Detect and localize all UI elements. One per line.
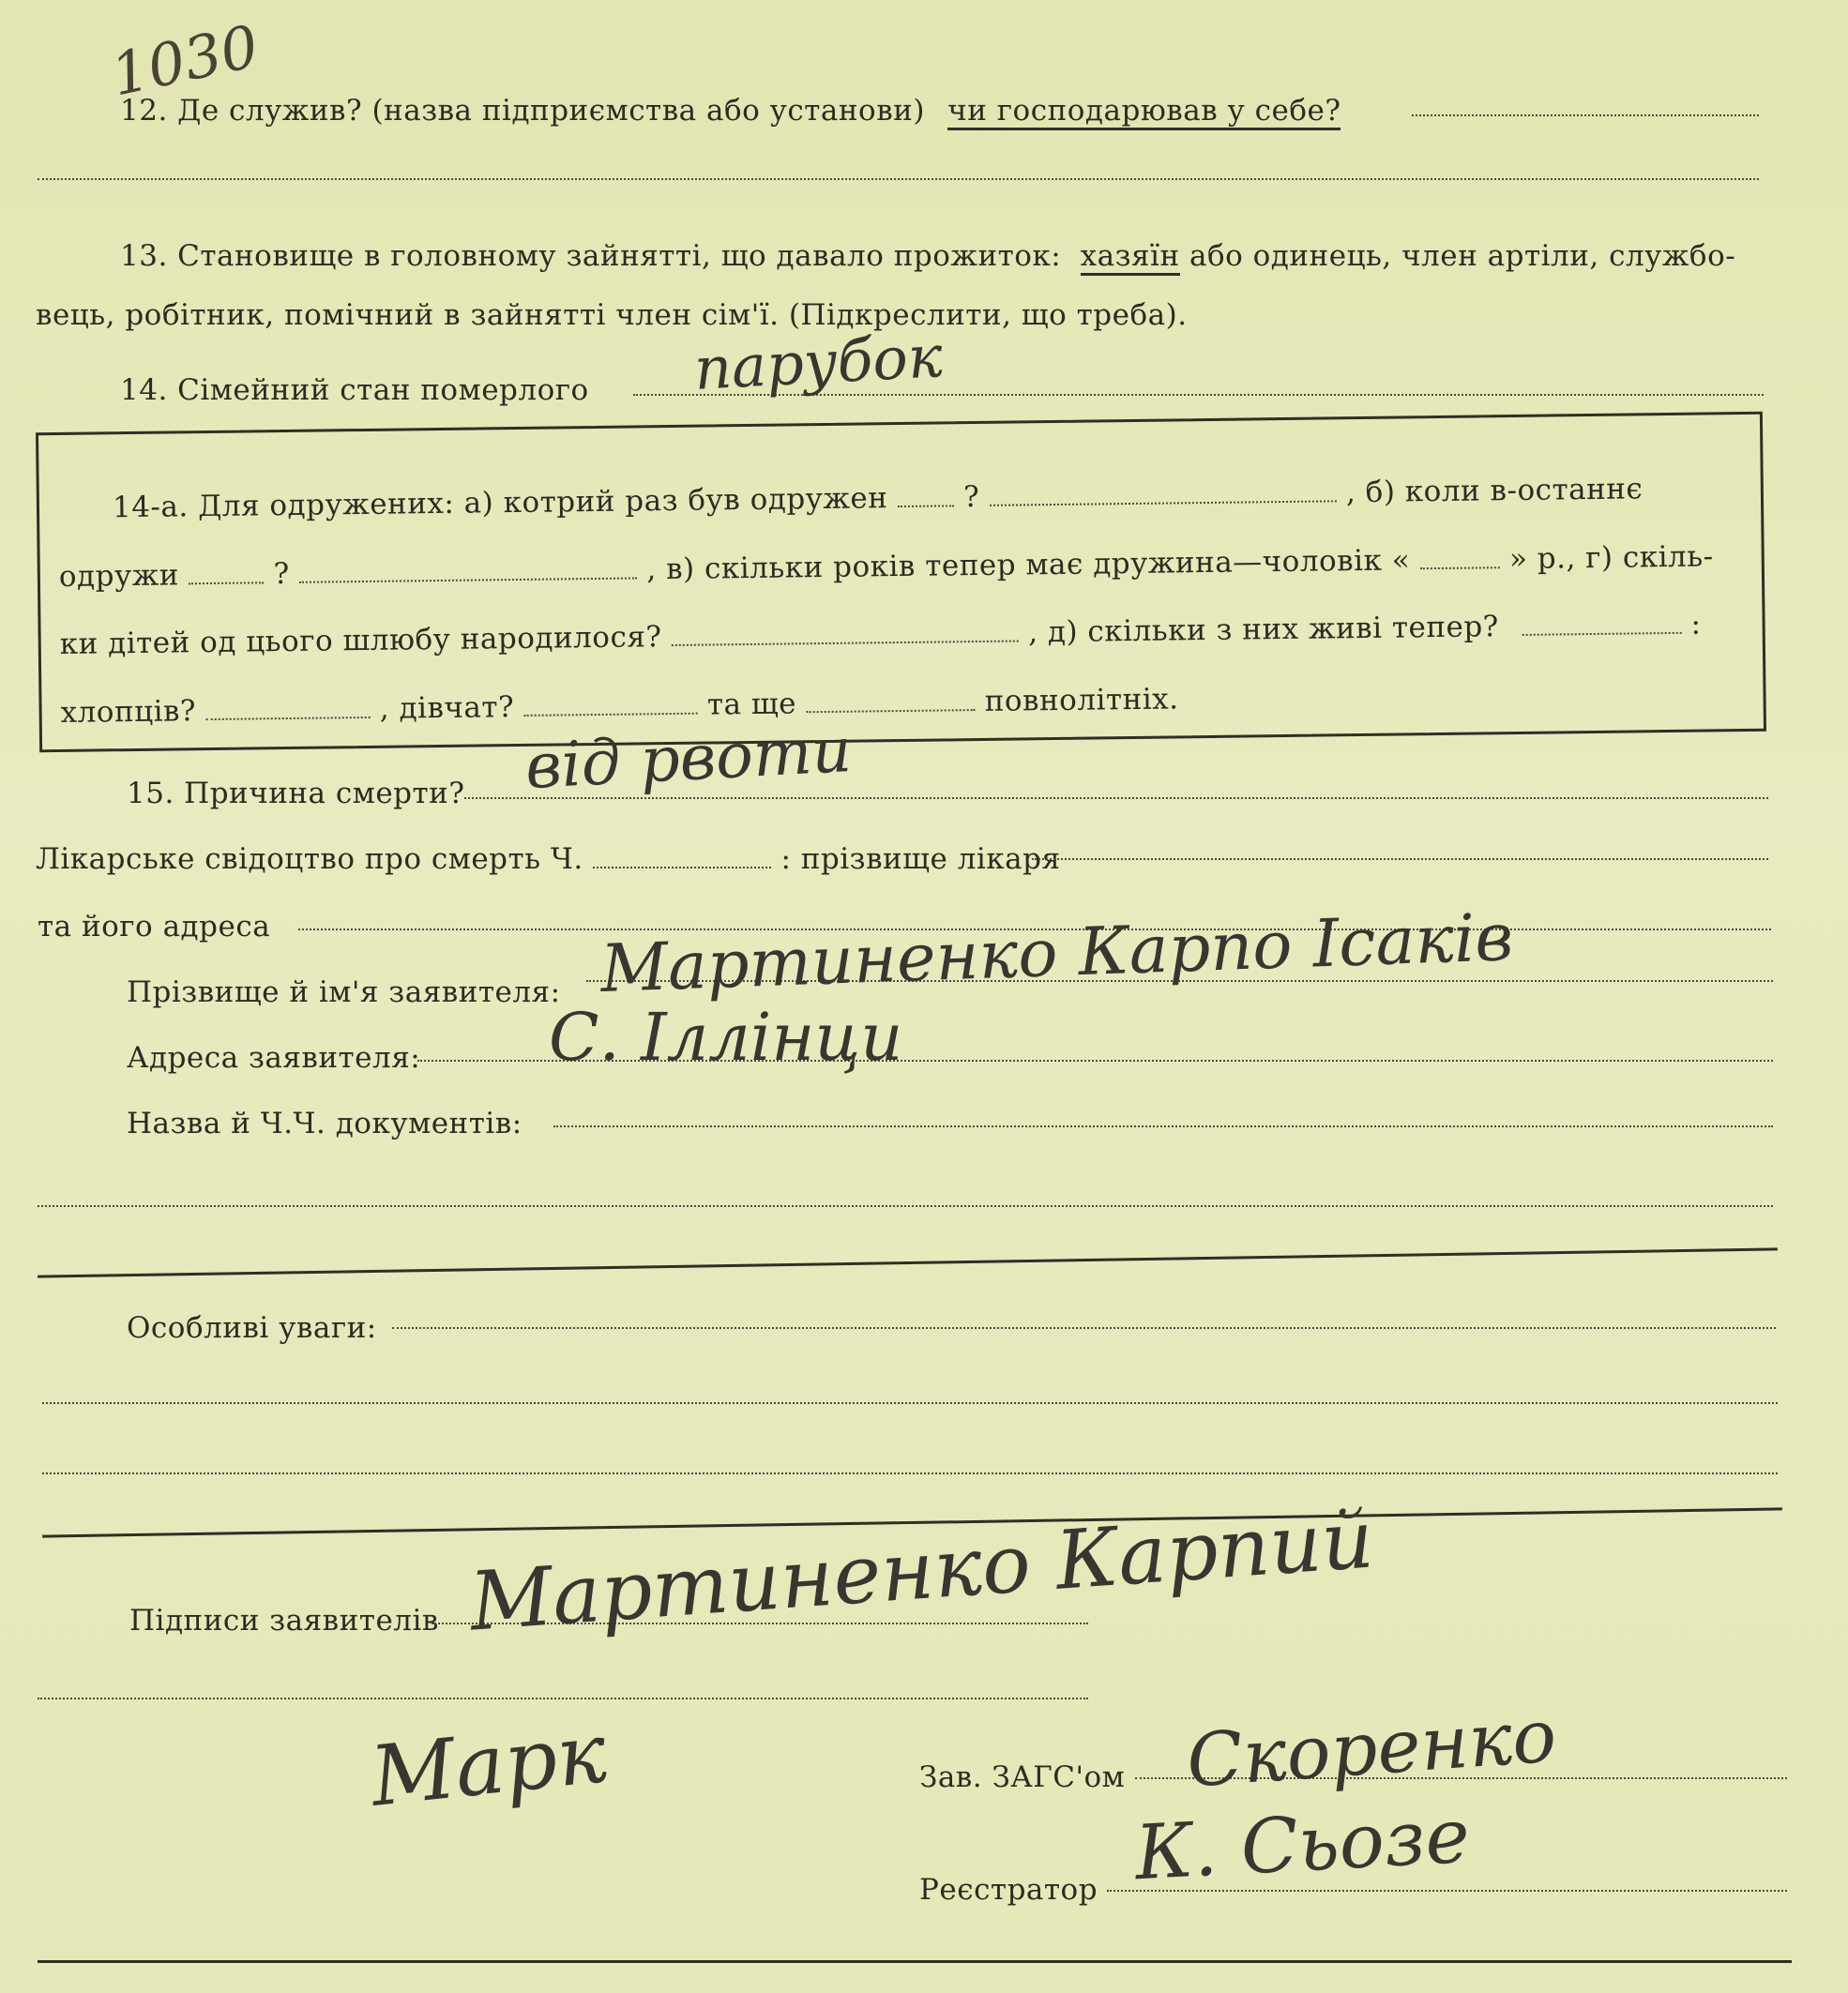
q12-line-1	[1412, 114, 1759, 116]
applicant-address-value: С. Іллінци	[549, 999, 903, 1076]
q14a-line1-b: , б) коли в-останнє	[1345, 472, 1644, 510]
applicants-signature-label: Підписи заявителів	[129, 1604, 439, 1638]
q13-suffix: або одинець, член артіли, службо-	[1189, 239, 1736, 273]
applicant-address-label: Адреса заявителя:	[127, 1041, 421, 1075]
q14a-line-2	[59, 539, 1714, 594]
q14a-line3-dots-b	[1522, 632, 1681, 636]
applicant-name-value: Мартиненко Карпо Ісаків	[598, 898, 1515, 1007]
q14a-line1-dots-a	[898, 505, 954, 507]
registrar-label: Реєстратор	[919, 1873, 1098, 1907]
remarks-label: Особливі уваги:	[127, 1311, 377, 1345]
documents-line	[553, 1125, 1773, 1127]
certificate-label-text: Лікарське свідоцтво про смерть Ч.	[36, 842, 583, 876]
q12-underlined: чи господарював у себе?	[947, 94, 1341, 130]
q14a-qmark-1: ?	[962, 479, 980, 515]
section-divider-1	[38, 1247, 1778, 1277]
registrar-signature: К. Сьозе	[1132, 1791, 1472, 1897]
q14a-line-4	[60, 682, 1178, 730]
q14a-line4-b: , дівчат?	[379, 690, 515, 726]
q14a-line4-dots-b	[524, 713, 698, 717]
married-box	[36, 412, 1766, 752]
documents-line-2	[38, 1205, 1773, 1207]
q14a-line3-a: ки дітей од цього шлюбу народилося?	[59, 620, 662, 661]
q15-value: від рвоти	[523, 713, 854, 804]
zags-head-signature: Скоренко	[1184, 1694, 1559, 1804]
q12-label-text: 12. Де служив? (назва підприємства або установи)	[120, 94, 925, 128]
q14-value: парубок	[692, 322, 945, 403]
q13-prefix: 13. Становище в головному зайнятті, що давало прожиток:	[120, 239, 1062, 273]
q14a-line-3	[60, 608, 1702, 661]
q14a-line2-b: , в) скільки років тепер має дружина—чоловік «	[646, 543, 1411, 587]
q14a-line2-a: одружи	[58, 558, 180, 594]
q14a-line4-dots-a	[206, 717, 371, 720]
medical-certificate-label	[36, 842, 1061, 876]
q14a-line3-dots-a	[672, 640, 1019, 646]
q14a-line2-dots-b	[299, 577, 637, 582]
q13-underlined: хазяїн	[1081, 239, 1180, 276]
q14a-line2-dots-a	[189, 581, 264, 584]
applicant-name-label: Прізвище й ім'я заявителя:	[127, 975, 561, 1009]
q14a-line3-b: , д) скільки з них живі тепер?	[1027, 610, 1500, 650]
documents-label: Назва й Ч.Ч. документів:	[127, 1107, 523, 1140]
q14a-line4-a: хлопців?	[60, 694, 197, 730]
q14a-line-1	[113, 472, 1644, 524]
applicants-signature-value: Мартиненко Карпий	[466, 1492, 1377, 1650]
q14a-line1-dots-b	[990, 500, 1337, 506]
remarks-line-2	[42, 1402, 1778, 1404]
zags-head-label: Зав. ЗАГС'ом	[919, 1760, 1126, 1794]
q14a-line2-dots-c	[1420, 566, 1500, 569]
applicants-signature-line-2	[38, 1698, 1088, 1699]
doctor-label-text: : прізвище лікаря	[780, 842, 1061, 876]
q14a-line4-c: та ще	[706, 687, 797, 722]
doctor-line	[1032, 858, 1768, 860]
q14a-qmark-2: ?	[273, 556, 290, 592]
archive-number: 1030	[105, 11, 265, 110]
q13-line-2: вець, робітник, помічний в зайнятті член сім'ї. (Підкреслити, що треба).	[36, 298, 1188, 332]
q14a-line3-c: :	[1690, 607, 1702, 642]
remarks-line-1	[392, 1327, 1776, 1329]
bottom-rule	[38, 1960, 1792, 1963]
q15-line	[464, 797, 1768, 799]
q12-label	[120, 94, 1341, 128]
q13-line-1	[120, 239, 1735, 273]
q14-label: 14. Сімейний стан померлого	[120, 373, 589, 407]
doctor-address-label: та його адреса	[38, 910, 271, 944]
q14a-line4-d: повнолітніх.	[984, 682, 1179, 718]
q14a-line4-dots-c	[806, 709, 975, 713]
q12-line-2	[38, 178, 1759, 180]
remarks-line-3	[42, 1472, 1778, 1474]
extra-signature: Марк	[366, 1704, 612, 1825]
q14a-line2-c: » р., г) скіль-	[1508, 539, 1714, 577]
q15-label: 15. Причина смерти?	[127, 777, 465, 810]
q14a-line1-a: 14-а. Для одружених: а) котрий раз був одружен	[112, 481, 888, 525]
certificate-dots	[593, 867, 771, 868]
